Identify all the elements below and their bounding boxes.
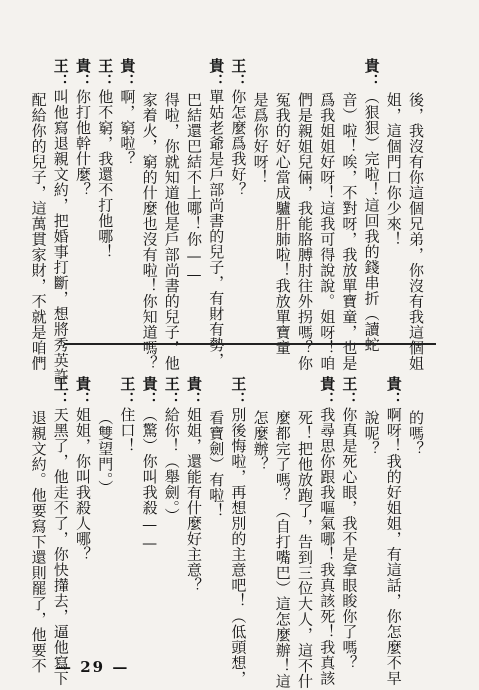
text-column xyxy=(164,376,179,524)
speaker-label: 貴： xyxy=(185,376,203,407)
dialogue-text: 他不窮，我還不打他哪！ xyxy=(96,89,115,260)
dialogue-text: 退親文約。他要寫下還則罷了，他要不 xyxy=(29,410,48,674)
dialogue-text: 家着火，窮的什麼也沒有啦！你知道嗎？ xyxy=(140,92,159,371)
dialogue-text: 配給你的兒子，這萬貫家財，不就是咱們 xyxy=(29,92,48,371)
dialogue-text: 住口！ xyxy=(118,407,137,454)
text-column xyxy=(186,92,201,284)
text-column xyxy=(118,376,137,454)
dialogue-text: 看寶劍）有啦！ xyxy=(207,410,226,519)
dialogue-text: 音）啦！唉，不對呀，我放單寶童，也是 xyxy=(340,92,359,371)
text-column xyxy=(340,376,359,671)
text-column xyxy=(31,410,46,674)
dialogue-text: 巴結還巴結不上哪！你—— xyxy=(185,92,203,284)
text-column xyxy=(229,58,248,198)
text-column xyxy=(96,58,115,260)
dialogue-text: 怎麼辦？ xyxy=(251,410,270,472)
dialogue-text: 別後悔啦，再想別的主意吧！（低頭想， xyxy=(229,407,248,686)
speaker-label: 貴： xyxy=(74,376,92,407)
dialogue-text: 的嗎？ xyxy=(407,410,425,457)
text-column xyxy=(340,92,359,371)
dialogue-text: 你真是死心眼，我不是拿眼睃你了嗎？ xyxy=(340,407,359,671)
speaker-label: 貴： xyxy=(362,58,381,89)
text-column xyxy=(118,58,137,167)
text-column xyxy=(364,410,379,457)
dialogue-text: 你打他幹什麼？ xyxy=(74,89,92,198)
text-column xyxy=(253,410,268,472)
dialogue-text: 單姑老爺是戶部尚書的兒子，有財有勢， xyxy=(207,89,226,368)
dialogue-text: 說呢？ xyxy=(362,410,381,457)
text-column xyxy=(142,92,157,371)
dialogue-text: 啊呀！我的好姐姐，有這話，你怎麼不早 xyxy=(384,407,403,686)
text-column xyxy=(297,92,312,371)
speaker-label: 王： xyxy=(51,58,70,89)
text-column xyxy=(275,410,290,689)
text-column xyxy=(318,376,337,686)
dialogue-text: 你怎麼爲我好？ xyxy=(229,89,248,198)
text-column xyxy=(386,376,401,686)
text-column xyxy=(364,58,379,353)
dialogue-text: 麼都完了嗎？（自打嘴巴）這怎麼辦！這 xyxy=(273,410,292,689)
speaker-label: 王： xyxy=(51,376,70,407)
text-column xyxy=(253,92,268,185)
dialogue-text: 後，我沒有你這個兄弟，你沒有我這個姐 xyxy=(407,92,425,371)
text-column xyxy=(186,376,201,593)
dialogue-text: 給你！（舉劍。） xyxy=(162,407,181,524)
text-column xyxy=(408,92,423,371)
dialogue-text: 啊，窮啦？ xyxy=(118,89,137,167)
dialogue-text: 死！把他放跑了，告到三位大人，這不什 xyxy=(296,410,314,689)
text-column xyxy=(164,92,179,371)
dialogue-text: 我尋思你跟我嘔氣哪！我真該死！我真該 xyxy=(318,407,337,686)
text-column xyxy=(96,410,115,496)
speaker-label: 貴： xyxy=(140,376,159,407)
page-number: — 29 — xyxy=(56,658,130,676)
text-column xyxy=(53,58,68,384)
dialogue-text: 爲我姐姐好呀！這我可得說說。姐呀！咱 xyxy=(318,92,337,371)
speaker-label: 王： xyxy=(229,58,248,89)
text-column xyxy=(275,92,290,356)
dialogue-text: （狠狠）完啦！這回我的錢串折（讀蛇 xyxy=(362,89,381,353)
section-divider xyxy=(64,343,436,345)
speaker-label: 貴： xyxy=(118,58,137,89)
text-column xyxy=(297,410,312,689)
speaker-label: 王： xyxy=(229,376,248,407)
text-column xyxy=(207,58,226,368)
text-column xyxy=(408,410,423,457)
text-column xyxy=(142,376,157,553)
text-column xyxy=(318,92,337,371)
text-column xyxy=(207,410,226,519)
dialogue-text: （雙望門。） xyxy=(96,410,115,496)
dialogue-text: 天黑了，他走不了，你快攆去，逼他寫下 xyxy=(51,407,70,686)
dialogue-text: 姐姐，還能有什麼好主意？ xyxy=(185,407,203,593)
text-column xyxy=(229,376,248,686)
dialogue-text: 叫他寫退親文約，把婚事打斷，想將秀英許 xyxy=(51,89,70,384)
dialogue-text: 姐姐，你叫我殺人哪？ xyxy=(74,407,92,562)
dialogue-text: 們是親姐兒倆，我能胳膊肘往外拐嗎？你 xyxy=(296,92,314,371)
text-column xyxy=(75,376,90,562)
text-column xyxy=(386,92,401,247)
speaker-label: 貴： xyxy=(207,58,226,89)
text-column xyxy=(75,58,90,198)
dialogue-text: 得啦，你就知道他是戶部尚書的兒子，他 xyxy=(162,92,181,371)
dialogue-text: 是爲你好呀！ xyxy=(251,92,270,185)
dialogue-text: （驚）你叫我殺—— xyxy=(140,407,159,553)
dialogue-text: 姐，這個門口你少來！ xyxy=(384,92,403,247)
text-column xyxy=(31,92,46,371)
text-column xyxy=(53,376,68,686)
speaker-label: 王： xyxy=(118,376,137,407)
speaker-label: 貴： xyxy=(318,376,337,407)
speaker-label: 王： xyxy=(162,376,181,407)
dialogue-text: 冤我的好心當成驢肝肺啦！我放單寶童 xyxy=(273,92,292,356)
speaker-label: 王： xyxy=(340,376,359,407)
speaker-label: 王： xyxy=(96,58,115,89)
speaker-label: 貴： xyxy=(74,58,92,89)
speaker-label: 貴： xyxy=(384,376,403,407)
